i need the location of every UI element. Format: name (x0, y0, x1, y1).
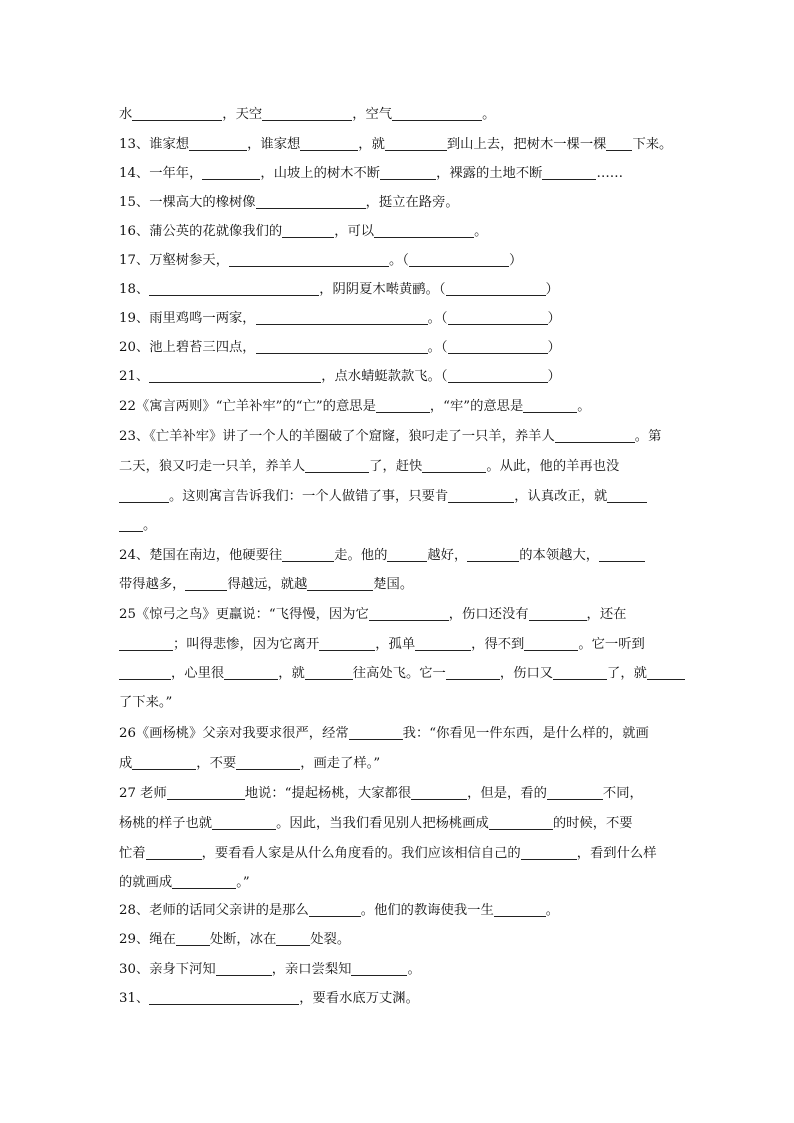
answer-blank[interactable] (647, 665, 685, 680)
question-text: ，要看水底万丈渊。 (299, 991, 419, 1006)
question-text: ，可以 (334, 224, 375, 239)
answer-blank[interactable] (305, 665, 353, 680)
answer-blank[interactable] (256, 339, 428, 354)
answer-blank[interactable] (132, 755, 196, 770)
question-text: 15、一棵高大的橡树像 (119, 195, 256, 210)
question-line (119, 252, 679, 270)
question-text: ，就 (358, 137, 385, 152)
answer-blank[interactable] (409, 252, 509, 267)
question-text: ，要看看人家是从什么角度看的。我们应该相信自己的 (201, 846, 521, 861)
question-text: ，就 (278, 666, 305, 681)
question-text: 处裂。 (310, 932, 351, 947)
question-line (119, 517, 679, 535)
question-text: 往高处飞。它一 (352, 666, 446, 681)
answer-blank[interactable] (607, 488, 647, 503)
question-text: 。从此，他的羊再也没 (486, 459, 620, 474)
question-text: 下来。 (632, 137, 673, 152)
answer-blank[interactable] (216, 961, 272, 976)
answer-blank[interactable] (494, 902, 546, 917)
answer-blank[interactable] (351, 961, 407, 976)
question-text: 了，赶快 (369, 459, 423, 474)
question-text: 29、绳在 (119, 932, 176, 947)
question-line (119, 785, 679, 803)
answer-blank[interactable] (489, 815, 553, 830)
question-text: ，天空 (222, 107, 263, 122)
question-text: ，空气 (352, 107, 393, 122)
question-text: 。 (482, 107, 496, 122)
answer-blank[interactable] (524, 636, 578, 651)
question-text: 31、 (119, 991, 150, 1006)
question-text: 不同， (602, 786, 643, 801)
question-text: 。他们的教诲使我一生 (360, 903, 494, 918)
answer-blank[interactable] (309, 902, 361, 917)
question-line (119, 428, 679, 446)
answer-blank[interactable] (523, 398, 577, 413)
question-text: 忙着 (119, 846, 146, 861)
answer-blank[interactable] (376, 398, 430, 413)
question-text: 22《寓言两则》“亡羊补牢”的“亡”的意思是 (119, 399, 376, 414)
question-text: ，孤单 (375, 637, 416, 652)
question-line (119, 223, 679, 241)
question-line (119, 606, 679, 624)
question-text: ，伤口还没有 (448, 607, 529, 622)
question-text: ，不要 (196, 756, 237, 771)
question-text: 成 (119, 756, 133, 771)
question-text: 13、谁家想 (119, 137, 190, 152)
answer-blank[interactable] (276, 931, 310, 946)
question-text: ，得不到 (471, 637, 525, 652)
question-text: ） (547, 369, 561, 384)
answer-blank[interactable] (448, 368, 548, 383)
question-text: 。因此，当我们看见别人把杨桃画成 (276, 816, 489, 831)
answer-blank[interactable] (521, 845, 577, 860)
question-text: 杨桃的样子也就 (119, 816, 213, 831)
answer-blank[interactable] (542, 165, 596, 180)
question-text: ，看到什么样 (576, 846, 657, 861)
question-text: 了下来。” (119, 695, 173, 710)
question-text: 23、《亡羊补牢》讲了一个人的羊圈破了个窟窿，狼叼走了一只羊，养羊人 (119, 429, 555, 444)
question-text: 。它一听到 (578, 637, 645, 652)
question-line (119, 458, 679, 476)
question-text: 楚国。 (373, 577, 414, 592)
question-text: 28、老师的话同父亲讲的是那么 (119, 903, 309, 918)
question-line (119, 990, 679, 1008)
question-text: ） (508, 253, 523, 268)
question-line (119, 636, 679, 654)
question-text: 的本领越大， (519, 548, 600, 563)
question-text: 。 (143, 518, 157, 533)
question-text: ，谁家想 (247, 137, 301, 152)
answer-blank[interactable] (176, 931, 210, 946)
question-text: ，阴阴夏木啭黄鹂。（ (319, 282, 446, 297)
question-line (119, 725, 679, 743)
question-text: ） (547, 340, 561, 355)
question-text: 。 (577, 399, 591, 414)
question-text: ，心里很 (171, 666, 225, 681)
answer-blank[interactable] (212, 815, 276, 830)
question-line (119, 398, 679, 416)
question-text: 。（ (427, 340, 448, 355)
answer-blank[interactable] (282, 547, 334, 562)
question-text: 27 老师 (119, 786, 167, 801)
question-text: 24、楚国在南边，他硬要往 (119, 548, 283, 563)
question-text: 地说：“提起杨桃，大家都很 (244, 786, 412, 801)
question-text: …… (596, 166, 624, 181)
question-text: ） (545, 282, 559, 297)
answer-blank[interactable] (446, 281, 546, 296)
answer-blank[interactable] (385, 136, 447, 151)
question-text: 带得越多， (119, 577, 186, 592)
answer-blank[interactable] (380, 165, 436, 180)
question-text: 。这则寓言告诉我们：一个人做错了事，只要肯 (169, 489, 449, 504)
answer-blank[interactable] (202, 165, 260, 180)
answer-blank[interactable] (132, 106, 222, 121)
answer-blank[interactable] (229, 252, 389, 267)
answer-blank[interactable] (300, 136, 358, 151)
question-line (119, 931, 679, 949)
question-line (119, 165, 679, 183)
question-line (119, 547, 679, 565)
question-text: 到山上去，把树木一棵一棵 (446, 137, 607, 152)
answer-blank[interactable] (446, 665, 500, 680)
answer-blank[interactable] (319, 636, 375, 651)
question-text: 21、 (119, 369, 150, 384)
question-text: ，还在 (586, 607, 627, 622)
answer-blank[interactable] (415, 636, 471, 651)
question-text: ，山坡上的树木不断 (260, 166, 381, 181)
question-text: ，认真改正，就 (514, 489, 608, 504)
question-line (119, 902, 679, 920)
answer-blank[interactable] (369, 606, 449, 621)
question-text: 越好， (427, 548, 468, 563)
question-line (119, 368, 679, 386)
answer-blank[interactable] (467, 547, 519, 562)
question-text: 了，就 (607, 666, 647, 681)
answer-blank[interactable] (448, 310, 548, 325)
question-line (119, 665, 679, 683)
question-text: 二天，狼又叼走一只羊，养羊人 (119, 459, 306, 474)
question-line (119, 961, 679, 979)
answer-blank[interactable] (119, 517, 143, 532)
answer-blank[interactable] (224, 665, 278, 680)
answer-blank[interactable] (392, 106, 482, 121)
question-text: 的就画成 (119, 875, 173, 890)
question-text: 。 (407, 962, 421, 977)
question-text: 20、池上碧苔三四点， (119, 340, 256, 355)
question-line (119, 815, 679, 833)
question-line (119, 845, 679, 863)
answer-blank[interactable] (555, 428, 635, 443)
question-text: 处断，冰在 (209, 932, 277, 947)
answer-blank[interactable] (256, 310, 428, 325)
answer-blank[interactable] (374, 223, 474, 238)
question-line (119, 194, 679, 212)
answer-blank[interactable] (547, 785, 603, 800)
question-text: 。 (545, 903, 560, 918)
question-text: 25《惊弓之鸟》更羸说：“飞得慢，因为它 (119, 607, 369, 622)
question-text: 得越远，就越 (227, 577, 308, 592)
answer-blank[interactable] (119, 665, 171, 680)
question-line (119, 488, 679, 506)
question-text: 26《画杨桃》父亲对我要求很严，经常 (119, 726, 349, 741)
question-text: 我：“你看见一件东西，是什么样的，就画 (402, 726, 649, 741)
question-line (119, 310, 679, 328)
question-line (119, 755, 679, 773)
question-text: 。 (474, 224, 488, 239)
answer-blank[interactable] (256, 194, 366, 209)
question-text: 19、雨里鸡鸣一两家， (119, 311, 256, 326)
answer-blank[interactable] (236, 755, 300, 770)
question-text: ） (547, 311, 561, 326)
answer-blank[interactable] (149, 368, 321, 383)
answer-blank[interactable] (146, 845, 202, 860)
answer-blank[interactable] (422, 458, 486, 473)
answer-blank[interactable] (262, 106, 352, 121)
answer-blank[interactable] (553, 665, 607, 680)
question-text: 的时候，不要 (552, 816, 633, 831)
answer-blank[interactable] (307, 576, 373, 591)
question-line (119, 576, 679, 594)
answer-blank[interactable] (606, 136, 632, 151)
answer-blank[interactable] (189, 136, 247, 151)
answer-blank[interactable] (411, 785, 467, 800)
question-text: ，亲口尝梨知 (271, 962, 352, 977)
question-text: 水 (119, 107, 133, 122)
question-line (119, 106, 679, 124)
question-text: ，伤口又 (499, 666, 554, 681)
question-text: 14、一年年， (119, 166, 203, 181)
question-text: 17、万壑树参天， (119, 253, 229, 268)
question-text: 18、 (119, 282, 150, 297)
answer-blank[interactable] (448, 488, 514, 503)
answer-blank[interactable] (149, 281, 319, 296)
question-text: ，但是，看的 (467, 786, 547, 801)
answer-blank[interactable] (349, 725, 403, 740)
answer-blank[interactable] (119, 488, 169, 503)
answer-blank[interactable] (282, 223, 334, 238)
question-text: ，点水蜻蜓款款飞。（ (321, 369, 448, 384)
question-text: 16、蒲公英的花就像我们的 (119, 224, 283, 239)
answer-blank[interactable] (167, 785, 245, 800)
question-text: 。（ (389, 253, 409, 268)
answer-blank[interactable] (448, 339, 548, 354)
question-line (119, 281, 679, 299)
question-text: ，画走了样。” (300, 756, 381, 771)
question-text: 。” (236, 875, 250, 890)
question-text: ，裸露的土地不断 (436, 166, 543, 181)
question-text: 。（ (427, 311, 448, 326)
question-line (119, 339, 679, 357)
answer-blank[interactable] (599, 547, 645, 562)
question-text: ，挺立在路旁。 (365, 195, 459, 210)
answer-blank[interactable] (119, 636, 173, 651)
answer-blank[interactable] (305, 458, 369, 473)
answer-blank[interactable] (387, 547, 427, 562)
answer-blank[interactable] (185, 576, 227, 591)
question-text: ；叫得悲惨，因为它离开 (173, 637, 320, 652)
question-line (119, 694, 679, 712)
answer-blank[interactable] (172, 874, 236, 889)
answer-blank[interactable] (149, 990, 299, 1005)
answer-blank[interactable] (529, 606, 587, 621)
question-line (119, 874, 679, 892)
question-line (119, 136, 679, 154)
question-text: 30、亲身下河知 (119, 962, 216, 977)
question-text: 。第 (634, 429, 662, 444)
question-text: 走。他的 (334, 548, 388, 563)
question-text: ，“牢”的意思是 (429, 399, 524, 414)
